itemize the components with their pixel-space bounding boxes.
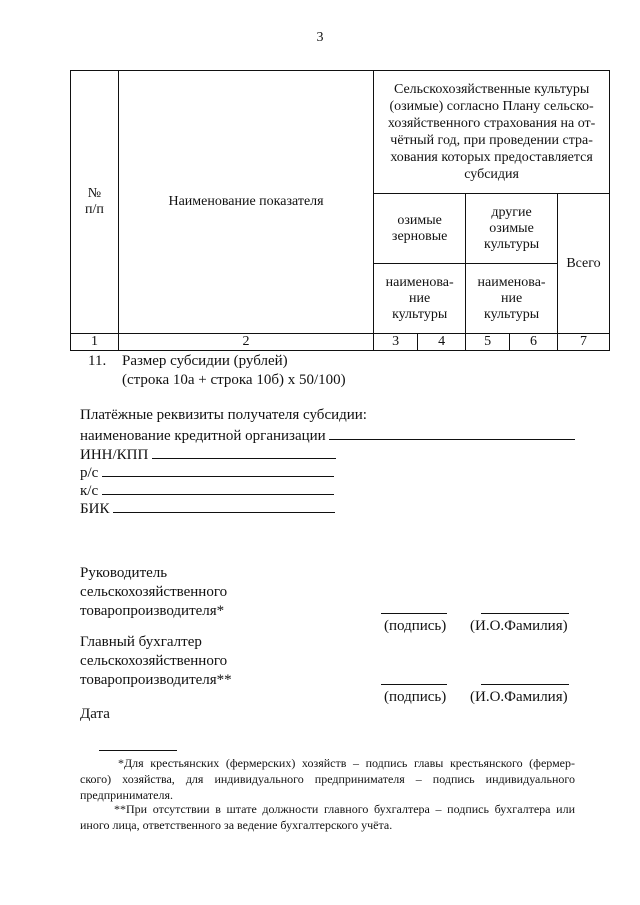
footnote-separator [99, 749, 177, 751]
col-index: 3 [374, 334, 418, 351]
footnote-2: **При отсутствии в штате должности главного бухгалтера – подпись бухгалтера или иного лица, ответственного за ведение бухгалтерского учёта. [80, 802, 575, 832]
col-number-header: № п/п [71, 71, 119, 334]
crop-name-1: наименова- ние культуры [374, 264, 466, 334]
head-name-line [481, 612, 569, 614]
col-index: 6 [510, 334, 558, 351]
head-signature-line [381, 612, 447, 614]
winter-grain-header: озимые зерновые [374, 194, 466, 264]
bik-field [80, 498, 335, 519]
head-line: Руководитель [80, 565, 168, 581]
rs-blank [102, 462, 334, 477]
crops-header: Сельскохозяйственные культуры (озимые) согласно Плану сельско-хозяйственного страхования на от-чётный год, при проведении стра-хования которых предоставляется субсидия [374, 71, 610, 194]
head-line: сельскохозяйственного [80, 584, 228, 600]
bik-blank [113, 498, 335, 513]
inn-blank [152, 444, 336, 459]
footnote-1: *Для крестьянских (фермерских) хозяйств – подпись главы крестьянского (фермер-ского) хозяйства, для индивидуального предпринимателя – подпись индивидуального предпринимателя. [80, 756, 575, 802]
head-name-label: (И.О.Фамилия) [470, 618, 568, 634]
accountant-name-line [481, 683, 569, 685]
page-number: 3 [316, 30, 324, 45]
total-header: Всего [558, 194, 610, 334]
accountant-line: сельскохозяйственного [80, 653, 228, 669]
accountant-line: товаропроизводителя** [80, 672, 232, 688]
accountant-signature-line [381, 683, 447, 685]
subsidy-table [70, 70, 610, 351]
row11-formula: (строка 10а + строка 10б) x 50/100) [122, 372, 346, 388]
accountant-name-label: (И.О.Фамилия) [470, 689, 568, 705]
date-label: Дата [80, 706, 110, 722]
requisites-heading: Платёжные реквизиты получателя субсидии: [80, 407, 367, 423]
ks-blank [102, 480, 334, 495]
crop-name-2: наименова- ние культуры [466, 264, 558, 334]
ks-label: к/с [80, 483, 99, 499]
head-signature-label: (подпись) [384, 618, 447, 634]
inn-label: ИНН/КПП [80, 447, 149, 463]
bank-field [80, 425, 575, 446]
col-index: 2 [118, 334, 373, 351]
accountant-signature-label: (подпись) [384, 689, 447, 705]
bik-label: БИК [80, 501, 110, 517]
col-index: 1 [71, 334, 119, 351]
accountant-title [80, 633, 232, 690]
bank-blank [329, 425, 575, 440]
accountant-line: Главный бухгалтер [80, 634, 202, 650]
bank-label: наименование кредитной организации [80, 428, 326, 444]
head-title [80, 564, 227, 621]
other-winter-header: другие озимые культуры [466, 194, 558, 264]
col-name-header: Наименование показателя [118, 71, 373, 334]
col-index: 5 [466, 334, 510, 351]
head-line: товаропроизводителя* [80, 603, 225, 619]
col-index: 4 [418, 334, 466, 351]
rs-label: р/с [80, 465, 99, 481]
row11-number: 11. [88, 353, 107, 369]
row11-title: Размер субсидии (рублей) [122, 353, 288, 369]
col-index: 7 [558, 334, 610, 351]
